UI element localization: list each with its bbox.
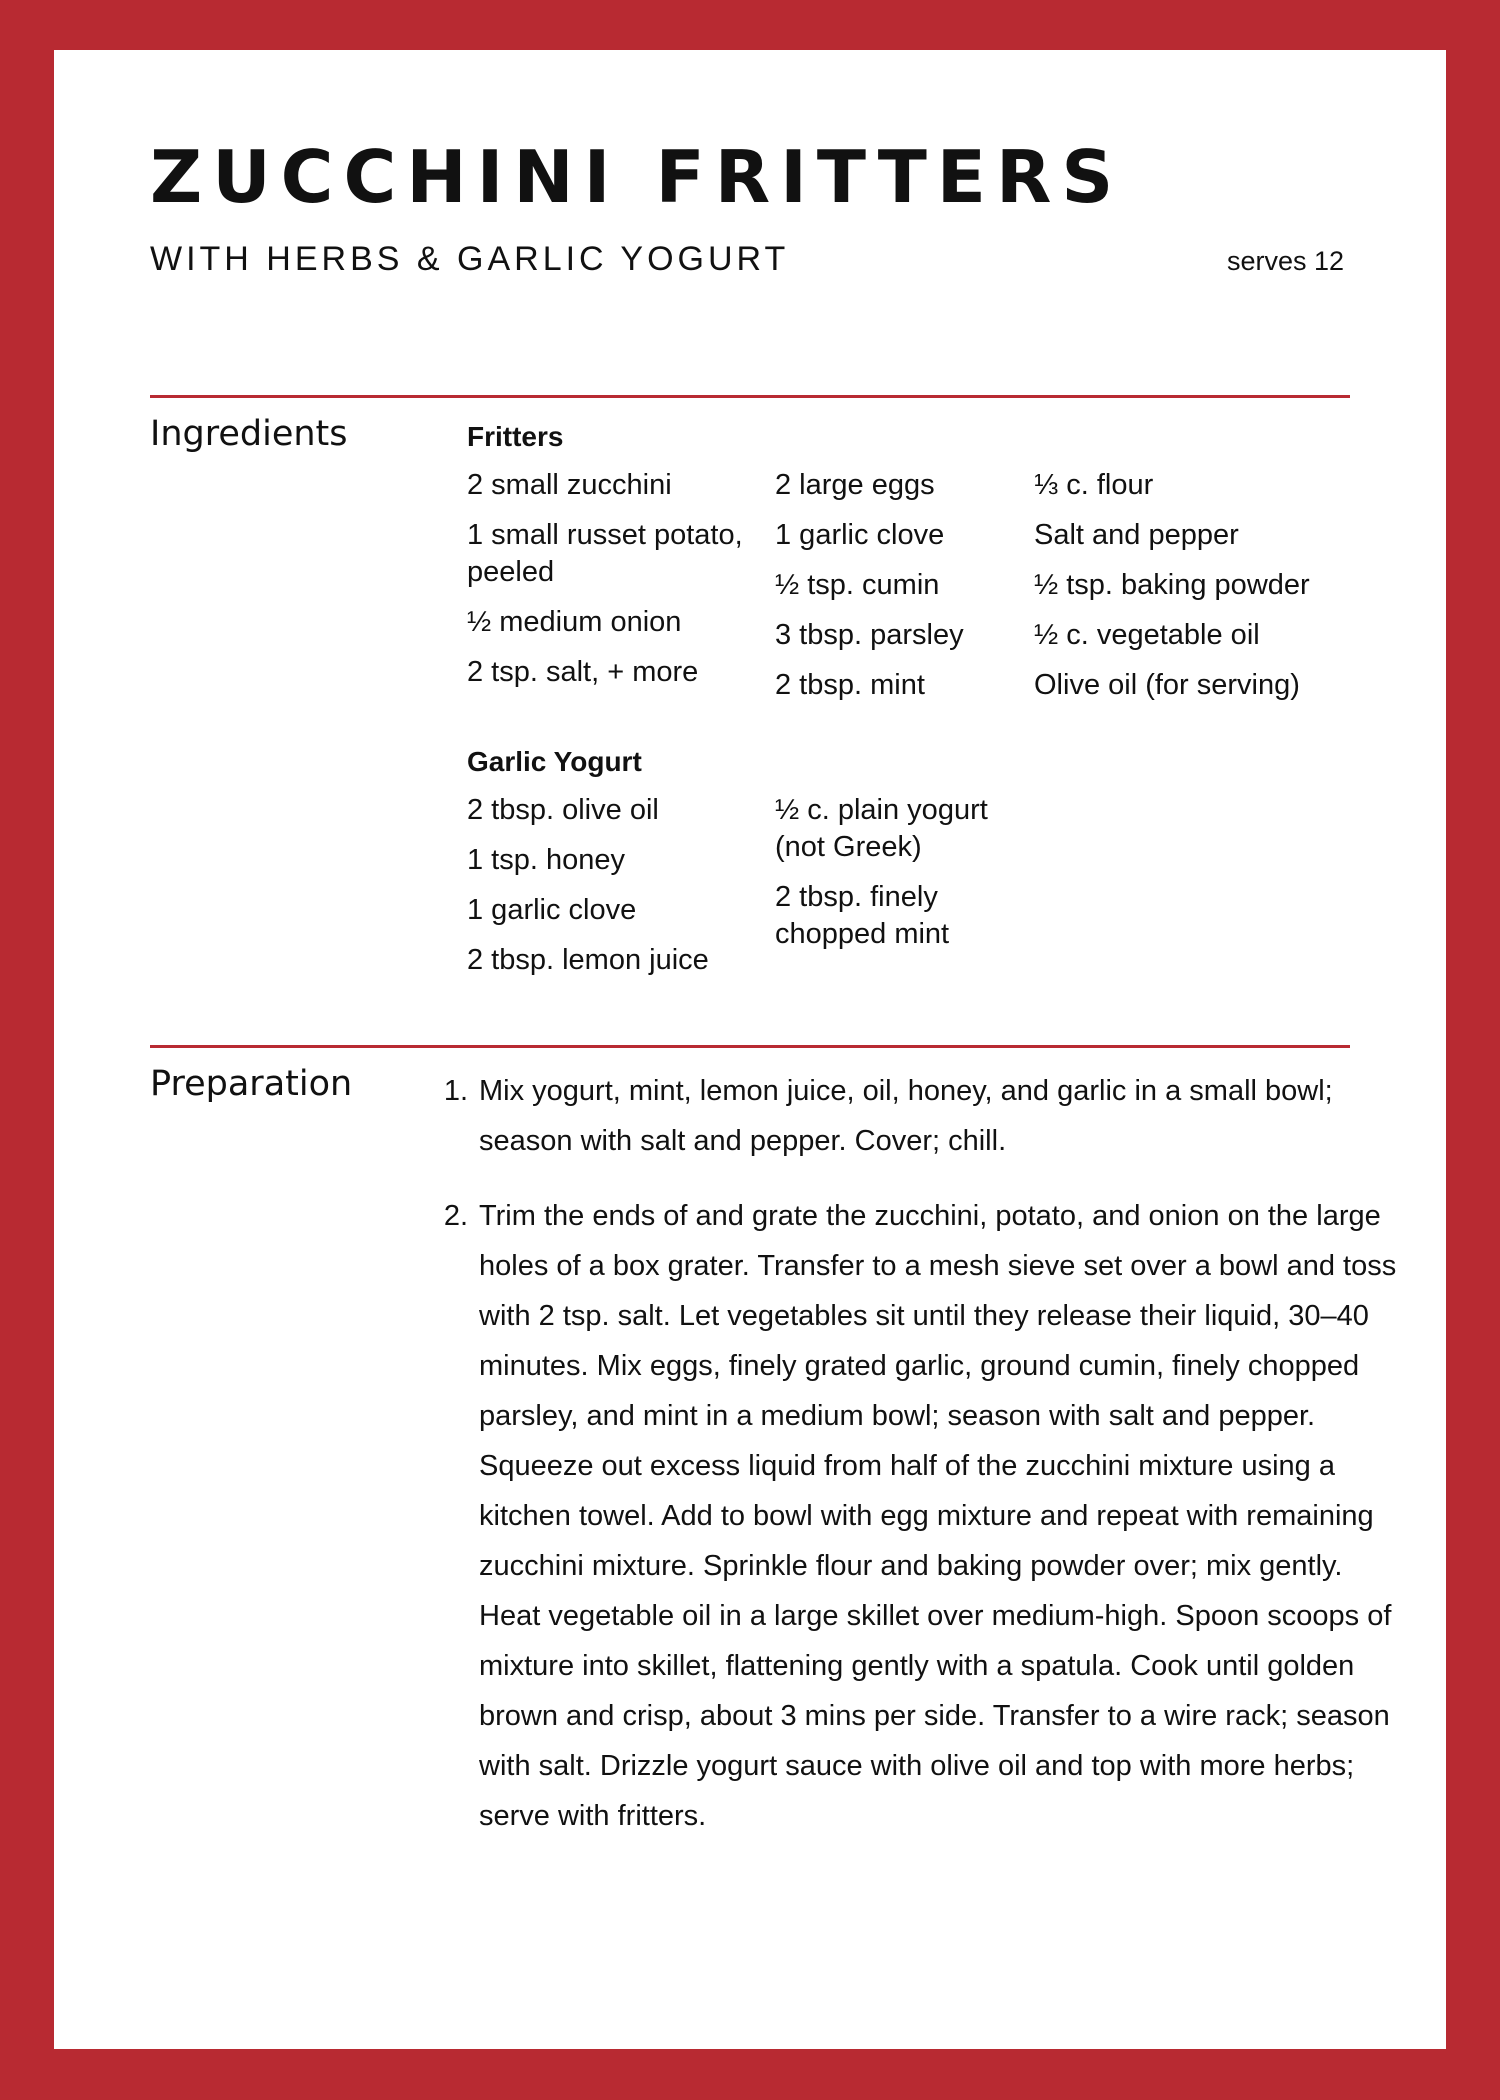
ingredient-item: 2 large eggs <box>775 469 935 501</box>
step-number: 1. <box>443 1075 468 1107</box>
step-text: Mix yogurt, mint, lemon juice, oil, honey, and garlic in a small bowl; season with salt and pepper. Cover; chill. <box>479 1075 1333 1157</box>
fritters-ingredients-col-2 <box>775 467 1015 717</box>
ingredient-item: Olive oil (for serving) <box>1034 669 1300 701</box>
step-text: Trim the ends of and grate the zucchini, potato, and onion on the large holes of a box grater. Transfer to a mesh sieve set over a bowl and toss with 2 tsp. salt. Let vegetables sit until they release their liquid, 30–40 minutes. Mix eggs, finely grated garlic, ground cumin, finely chopped parsley, and mint in a medium bowl; season with salt and pepper. Squeeze out excess liquid from half of the zucchini mixture using a kitchen towel. Add to bowl with egg mixture and repeat with remaining zucchini mixture. Sprinkle flour and baking powder over; mix gently. Heat vegetable oil in a large skillet over medium-high. Spoon scoops of mixture into skillet, flattening gently with a spatula. Cook until golden brown and crisp, about 3 mins per side. Transfer to a wire rack; season with salt. Drizzle yogurt sauce with olive oil and top with more herbs; serve with fritters. <box>479 1200 1397 1832</box>
serves-count: serves 12 <box>1226 246 1344 276</box>
recipe-subtitle: WITH HERBS & GARLIC YOGURT <box>150 240 790 278</box>
recipe-card <box>54 50 1446 2049</box>
ingredient-item: ½ tsp. cumin <box>775 569 940 601</box>
ingredient-item: 2 small zucchini <box>467 469 672 501</box>
ingredient-item: Salt and pepper <box>1034 519 1239 551</box>
yogurt-ingredients-col-2 <box>775 792 1030 966</box>
ingredient-item: 2 tbsp. lemon juice <box>467 944 709 976</box>
ingredient-item: 1 garlic clove <box>775 519 945 551</box>
recipe-title: ZUCCHINI FRITTERS <box>150 135 1124 219</box>
preparation-step <box>434 1191 1404 1841</box>
ingredient-item: ½ c. plain yogurt (not Greek) <box>775 794 988 863</box>
preparation-heading: Preparation <box>150 1064 353 1104</box>
preparation-step <box>434 1066 1404 1166</box>
ingredient-item: 1 small russet potato, peeled <box>467 519 743 588</box>
ingredient-item: 2 tbsp. mint <box>775 669 925 701</box>
yogurt-ingredients-col-1 <box>467 792 757 992</box>
ingredient-item: 1 tsp. honey <box>467 844 625 876</box>
ingredient-item: 2 tbsp. olive oil <box>467 794 659 826</box>
fritters-heading: Fritters <box>467 421 564 452</box>
fritters-ingredients-col-3 <box>1034 467 1364 717</box>
ingredient-item: ½ c. vegetable oil <box>1034 619 1260 651</box>
ingredient-item: 2 tsp. salt, + more <box>467 656 699 688</box>
ingredient-item: 3 tbsp. parsley <box>775 619 964 651</box>
preparation-steps <box>434 1066 1404 1866</box>
ingredients-divider <box>150 395 1350 398</box>
fritters-ingredients-col-1 <box>467 467 757 704</box>
ingredients-heading: Ingredients <box>150 414 348 454</box>
ingredient-item: 2 tbsp. finely chopped mint <box>775 881 950 950</box>
step-number: 2. <box>443 1200 468 1232</box>
garlic-yogurt-heading: Garlic Yogurt <box>467 746 642 777</box>
ingredient-item: 1 garlic clove <box>467 894 637 926</box>
preparation-divider <box>150 1045 1350 1048</box>
ingredient-item: ½ medium onion <box>467 606 682 638</box>
ingredient-item: ½ tsp. baking powder <box>1034 569 1310 601</box>
ingredient-item: ⅓ c. flour <box>1034 469 1154 501</box>
